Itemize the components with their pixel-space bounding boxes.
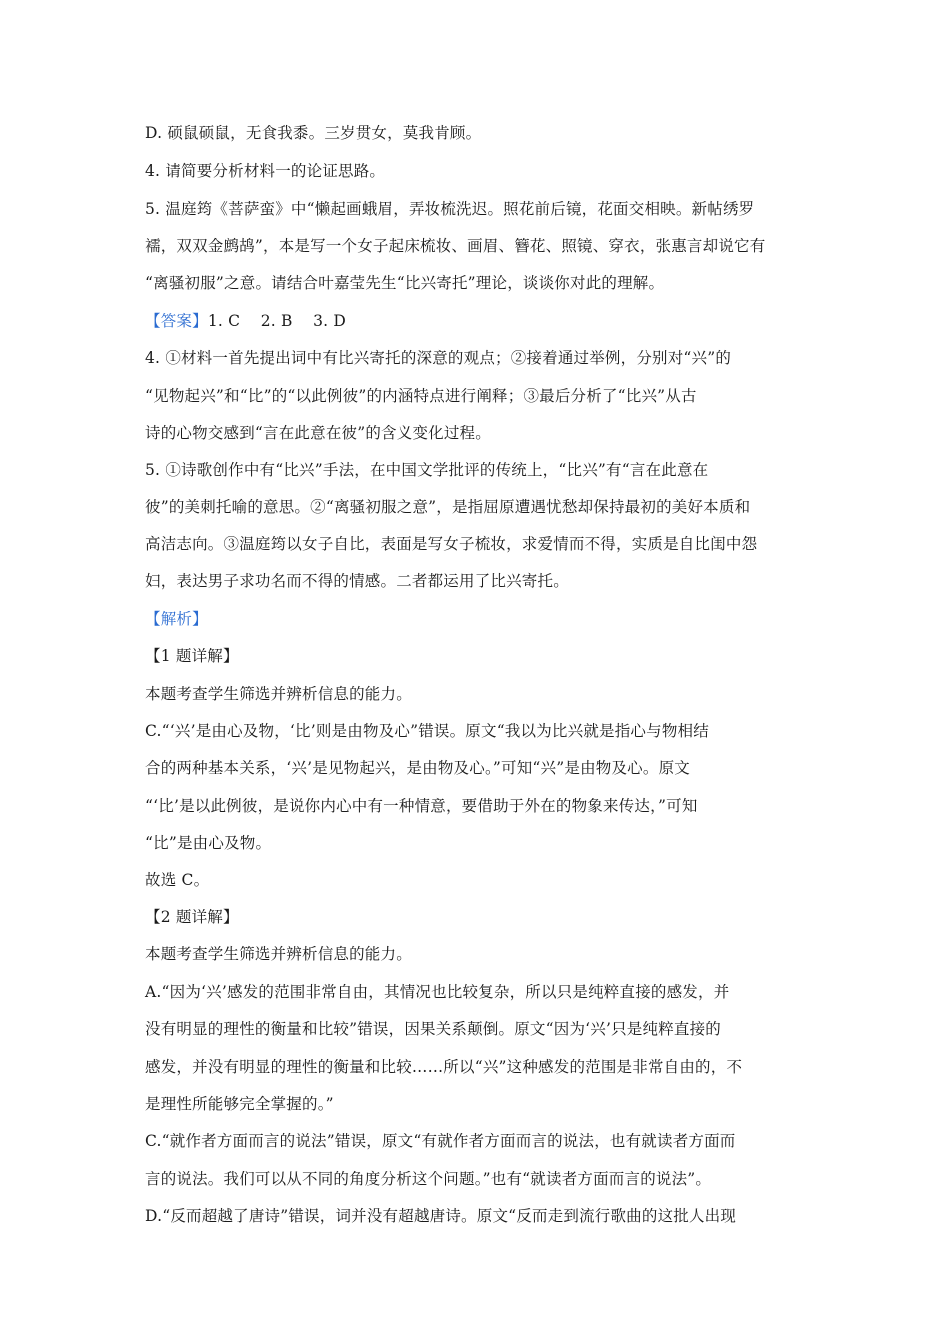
answer-5-line-4: 妇，表达男子求功名而不得的情感。二者都运用了比兴寄托。: [145, 572, 569, 590]
q2-a-line-3: 感发，并没有明显的理性的衡量和比较……所以“兴”这种感发的范围是非常自由的，不: [145, 1058, 743, 1076]
option-d: D. 硕鼠硕鼠，无食我黍。三岁贯女，莫我肯顾。: [145, 124, 482, 142]
q1-conclusion: 故选 C。: [145, 871, 210, 889]
q2-a-line-2: 没有明显的理性的衡量和比较”错误，因果关系颠倒。原文“因为‘兴’只是纯粹直接的: [145, 1020, 722, 1038]
q2-c-line-2: 言的说法。我们可以从不同的角度分析这个问题。”也有“就读者方面而言的说法”。: [145, 1170, 712, 1188]
answer-4-line-3: 诗的心物交感到“言在此意在彼”的含义变化过程。: [145, 424, 491, 442]
answer-4-line-2: “见物起兴”和“比”的“以此例彼”的内涵特点进行阐释；③最后分析了“比兴”从古: [145, 387, 697, 405]
q2-intro: 本题考查学生筛选并辨析信息的能力。: [145, 945, 412, 963]
question-5-line-3: “离骚初服”之意。请结合叶嘉莹先生“比兴寄托”理论，谈谈你对此的理解。: [145, 274, 665, 292]
answer-choices: 1. C 2. B 3. D: [207, 312, 347, 330]
q2-heading: 【2 题详解】: [145, 908, 239, 926]
answer-4-line-1: 4. ①材料一首先提出词中有比兴寄托的深意的观点；②接着通过举例，分别对“兴”的: [145, 349, 732, 367]
q1-line-2: 合的两种基本关系，‘兴’是见物起兴，是由物及心。”可知“兴”是由物及心。原文: [145, 759, 690, 777]
q1-line-3: “‘比’是以此例彼，是说你内心中有一种情意，要借助于外在的物象来传达，”可知: [145, 797, 698, 815]
analysis-tag: 【解析】: [145, 610, 208, 628]
q1-heading: 【1 题详解】: [145, 647, 239, 665]
answer-tag: 【答案】: [145, 312, 208, 330]
q2-c-line-1: C.“就作者方面而言的说法”错误，原文“有就作者方面而言的说法，也有就读者方面而: [145, 1132, 736, 1150]
q1-intro: 本题考查学生筛选并辨析信息的能力。: [145, 685, 412, 703]
q1-line-1: C.“‘兴’是由心及物，‘比’则是由物及心”错误。原文“我以为比兴就是指心与物相结: [145, 722, 709, 740]
question-4: 4. 请简要分析材料一的论证思路。: [145, 162, 386, 180]
answer-row: [145, 311, 346, 331]
answer-5-line-2: 彼”的美刺托喻的意思。②“离骚初服之意”，是指屈原遭遇忧愁却保持最初的美好本质和: [145, 498, 751, 516]
q2-d-line-1: D.“反而超越了唐诗”错误，词并没有超越唐诗。原文“反而走到流行歌曲的这批人出现: [145, 1207, 737, 1225]
q2-a-line-4: 是理性所能够完全掌握的。”: [145, 1095, 334, 1113]
q2-a-line-1: A.“因为‘兴’感发的范围非常自由，其情况也比较复杂，所以只是纯粹直接的感发，并: [145, 983, 730, 1001]
question-5-line-1: 5. 温庭筠《菩萨蛮》中“懒起画蛾眉，弄妆梳洗迟。照花前后镜，花面交相映。新帖绣罗: [145, 200, 755, 218]
question-5-line-2: 襦，双双金鹧鸪”，本是写一个女子起床梳妆、画眉、簪花、照镜、穿衣，张惠言却说它有: [145, 237, 766, 255]
q1-line-4: “比”是由心及物。: [145, 834, 272, 852]
answer-5-line-3: 高洁志向。③温庭筠以女子自比，表面是写女子梳妆，求爱情而不得，实质是自比闺中怨: [145, 535, 758, 553]
answer-5-line-1: 5. ①诗歌创作中有“比兴”手法，在中国文学批评的传统上，“比兴”有“言在此意在: [145, 461, 709, 479]
